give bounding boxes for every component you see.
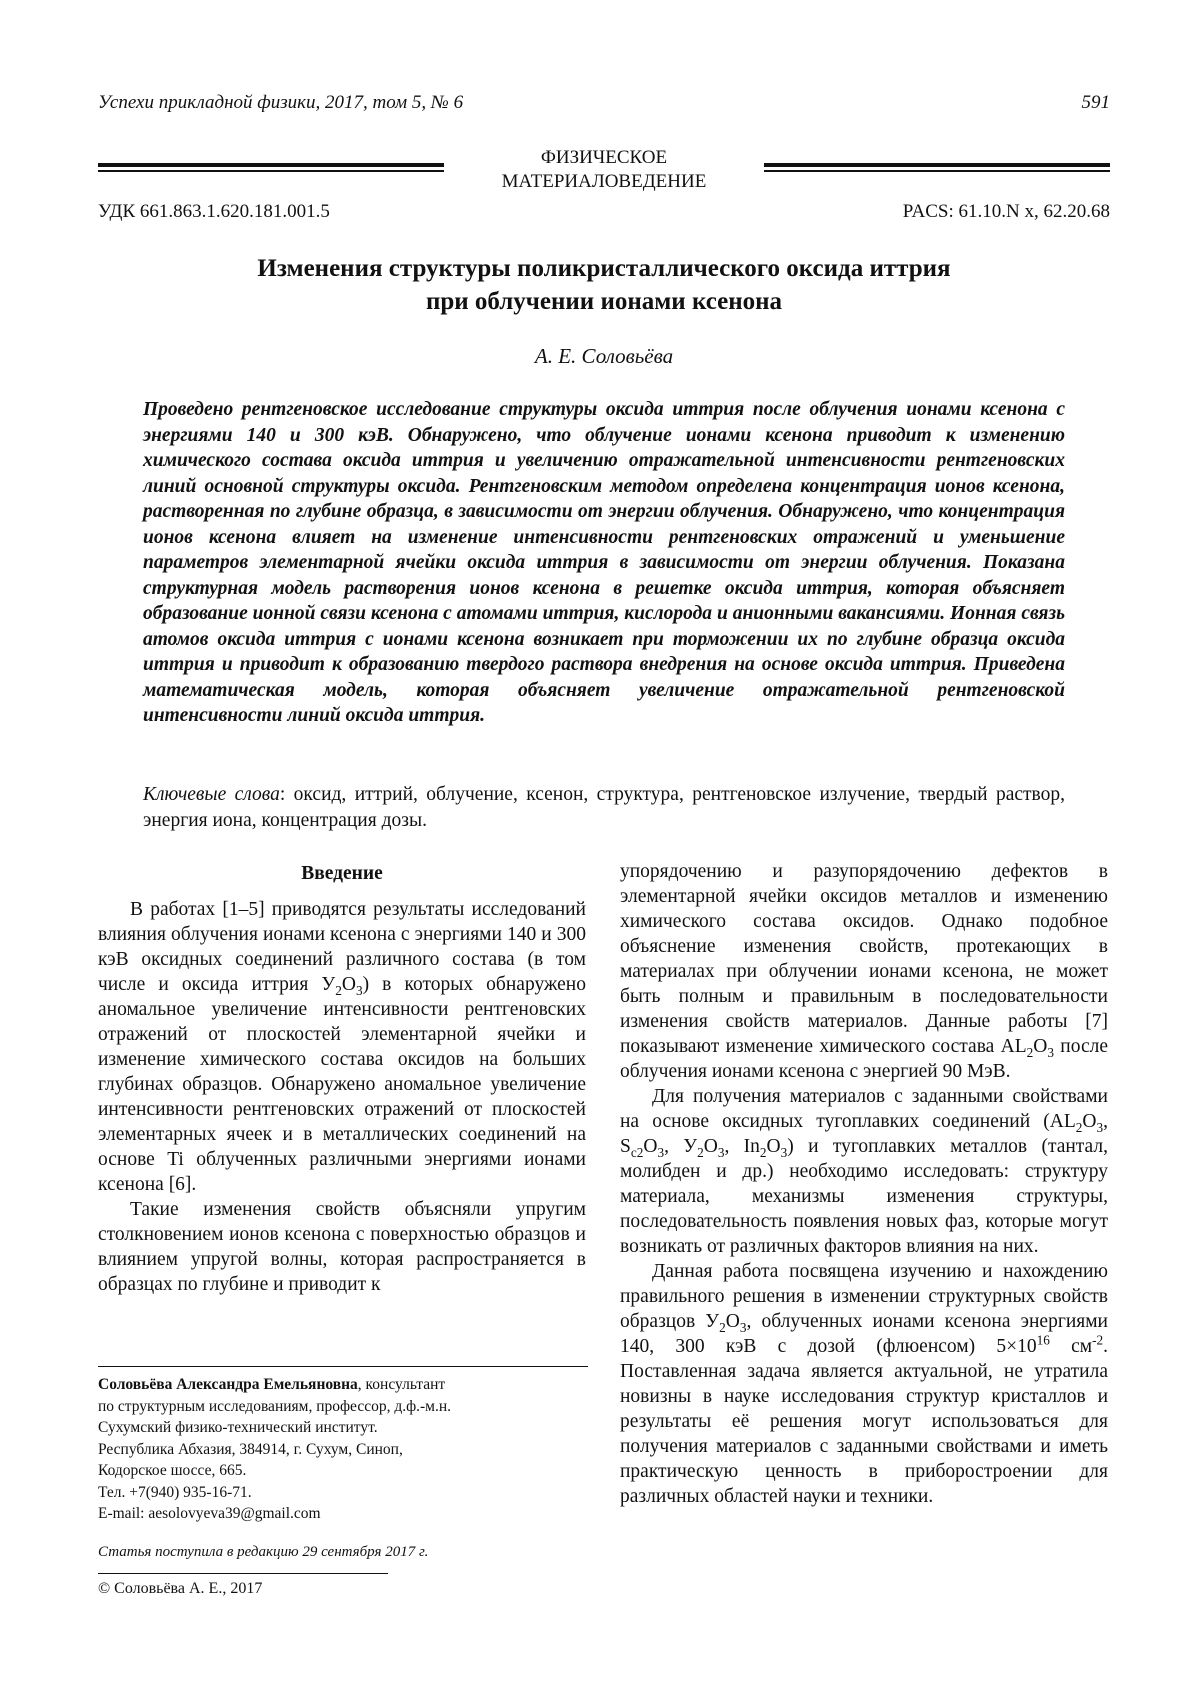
author-footnote [98,1374,588,1525]
abstract: Проведено рентгеновское исследование структуры оксида иттрия после облучения ионами ксенона с энергиями 140 и 300 кэВ. Обнаружено, что облучение ионами ксенона приводит к изменению химического состава оксида иттрия и увеличению отражательной интенсивности рентгеновских линий основной структуры оксида. Рентгеновским методом определена концентрация ионов ксенона, растворенная по глубине образца, в зависимости от энергии облучения. Обнаружено, что концентрация ионов ксенона влияет на изменение интенсивности рентгеновских отражений и уменьшение параметров элементарной ячейки оксида иттрия в зависимости от энергии облучения. Показана структурная модель растворения ионов ксенона в решетке оксида иттрия, которая объясняет образование ионной связи ксенона с атомами иттрия, кислорода и анионными вакансиями. Ионная связь атомов оксида иттрия с ионами ксенона возникает при торможении их по глубине образца оксида иттрия и приводит к образованию твердого раствора внедрения на основе оксида иттрия. Приведена математическая модель, которая объясняет увеличение отражательной рентгеновской интенсивности линий оксида иттрия. [143,399,1065,726]
rubric-rule-left [98,163,444,173]
intro-paragraph-4: Данная работа посвящена изучению и нахождению правильного решения в изменении структурных свойств образцов $У_2O_3$, облученных ионами ксенона энергиями 140, 300 кэВ с дозой (флюенсом) $5\times 10^{16}$ $см^{-2}$. Поставленная задача является актуальной, не утратила новизны в науке исследования структур кристаллов и результаты её решения могут использоваться для получения материалов с заданными свойствами и иметь практическую ценность в приборостроении для различных областей науки и техники. [620,1261,1109,1507]
copyright-rule [98,1573,388,1574]
copyright: © Соловьёва А. Е., 2017 [98,1580,263,1597]
footnote-address-1: Республика Абхазия, 384914, г. Сухум, Синоп, [98,1440,403,1458]
page-number: 591 [1081,92,1110,113]
intro-paragraph-1: В работах [1–5] приводятся результаты исследований влияния облучения ионами ксенона с энергиями 140 и 300 кэВ оксидных соединений различного состава (в том числе и оксида иттрия $У_2O_3$) в которых обнаружено аномальное увеличение интенсивности рентгеновских отражений от плоскостей элементарной ячейки и изменение химического состава оксидов на больших глубинах образцов. Обнаружено аномальное увеличение интенсивности рентгеновских отражений от плоскостей элементарных ячеек и в металлических соединений на основе Ti облученных различными энергиями ионами ксенона [6]. [98,899,586,1195]
intro-paragraph-3: Для получения материалов с заданными свойствами на основе оксидных тугоплавких соединений ($AL_2O_3$, $S_{c2}O_3$, $У_2O_3$, $In_2O_3$) и тугоплавких металлов (тантал, молибден и др.) необходимо исследовать: структуру материала, механизмы изменения структуры, последовательность появления новых фаз, которые могут возникать от различных факторов влияния на них. [620,1086,1108,1257]
keywords-text: : оксид, иттрий, облучение, ксенон, структура, рентгеновское излучение, твердый раствор, энергия иона, концентрация дозы. [143,784,1065,831]
article-title [98,252,1110,318]
right-column [620,859,1108,1509]
keywords [143,782,1065,833]
section-heading-introduction: Введение [301,863,383,884]
footnote-position: по структурным исследованиям, профессор, д.ф.-м.н. [98,1397,452,1415]
intro-paragraph-2-continued: упорядочению и разупорядочению дефектов в элементарной ячейки оксидов металлов и изменению химического состава оксидов. Однако подобное объяснение изменения свойств, протекающих в материалах при облучении ионами ксенона, не может быть полным и правильным в последовательности изменения свойств материалов. Данные работы [7] показывают изменение химического состава $AL_2O_3$ после облучения ионами ксенона с энергией 90 МэВ. [620,861,1108,1082]
rubric-line-1: ФИЗИЧЕСКОЕ [540,147,668,168]
footnote-role: , консультант [357,1376,446,1393]
left-column [98,861,586,1297]
section-rubric [98,146,1110,196]
classification-codes [98,201,1110,223]
footnote-rule [98,1366,588,1367]
pacs-code: PACS: 61.10.N x, 62.20.68 [902,201,1110,222]
udc-code: УДК 661.863.1.620.181.001.5 [98,201,330,222]
footnote-author-name: Соловьёва Александра Емельяновна [98,1376,358,1393]
title-line-1: Изменения структуры поликристаллического оксида иттрия [257,255,951,282]
rubric-rule-right [764,163,1110,173]
footnote-address-2: Кодорское шоссе, 665. [98,1462,247,1479]
journal-citation: Успехи прикладной физики, 2017, том 5, № 6 [98,92,464,113]
rubric-label [444,146,764,194]
intro-paragraph-2: Такие изменения свойств объясняли упругим столкновением ионов ксенона с поверхностью образцов и влиянием упругой волны, которая распространяется в образцах по глубине и приводит к [98,1199,586,1295]
footnote-phone: Тел. +7(940) 935-16-71. [98,1483,252,1501]
received-date: Статья поступила в редакцию 29 сентября 2017 г. [98,1544,429,1560]
footnote-institute: Сухумский физико-технический институт. [98,1419,378,1436]
author-name: А. Е. Соловьёва [534,344,674,368]
running-head [98,92,1110,114]
title-line-2: при облучении ионами ксенона [425,288,783,315]
footnote-email: E-mail: aesolovyeva39@gmail.com [98,1505,321,1522]
keywords-label: Ключевые слова [143,784,280,805]
rubric-line-2: МАТЕРИАЛОВЕДЕНИЕ [501,171,707,192]
